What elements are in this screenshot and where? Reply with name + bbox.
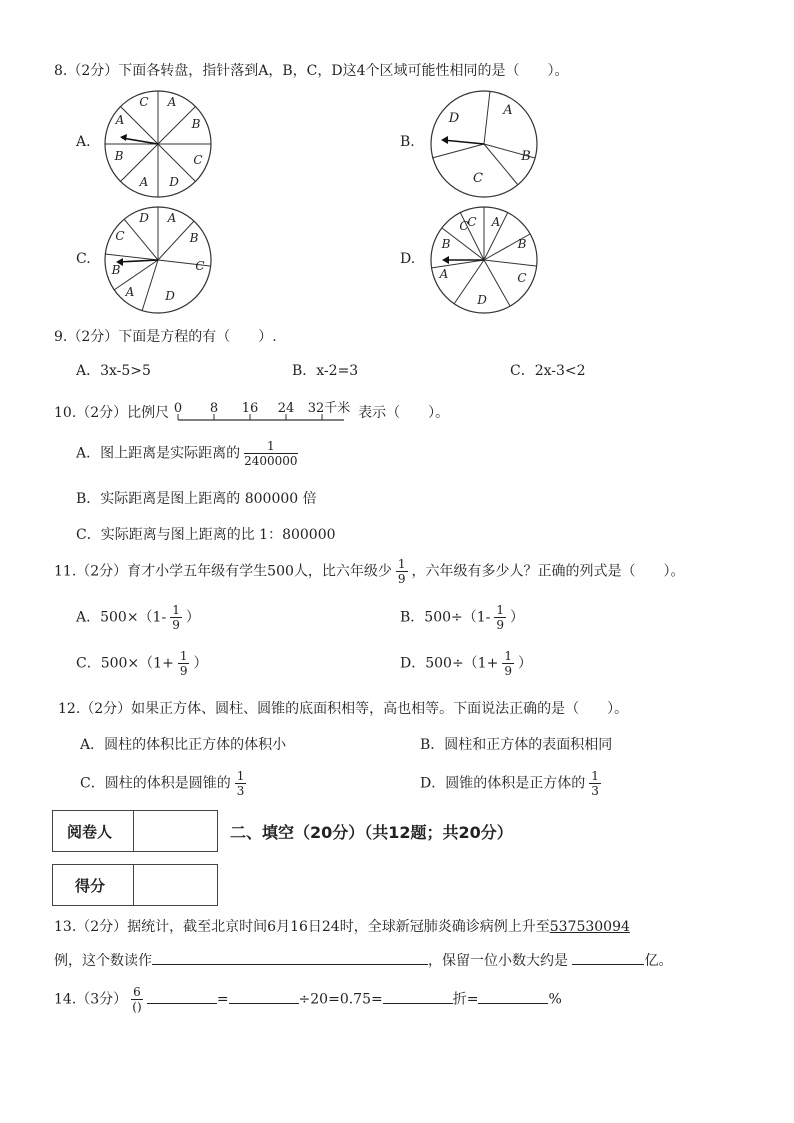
spinner-d-label: B — [441, 237, 451, 251]
grader-label: 阅卷人 — [67, 823, 113, 841]
q10-option-a-text: A．图上距离是实际距离的 — [76, 445, 241, 462]
q13-line2-mid: ，保留一位小数大约是 — [428, 953, 568, 969]
fraction — [494, 604, 506, 631]
q10-option-a[interactable] — [76, 440, 302, 467]
fraction-denominator: 9 — [397, 572, 406, 586]
scale-tick-label: 0 — [173, 401, 182, 416]
spinner-c-label: B — [111, 263, 121, 277]
q14-equals: = — [216, 991, 229, 1008]
q14-blank-4[interactable] — [478, 991, 548, 1004]
q13-approx-blank[interactable] — [572, 952, 644, 965]
spinner-a-label: B — [191, 117, 201, 131]
fraction — [131, 986, 143, 1013]
fraction-denominator: 9 — [504, 664, 512, 678]
fraction-numerator: 1 — [504, 649, 512, 663]
q11-option-b-text: B．500÷（1- — [400, 609, 491, 626]
score-box — [52, 864, 218, 906]
q11-stem — [54, 558, 685, 585]
spinner-d-label: D — [477, 293, 487, 307]
spinner-d-label: A — [439, 267, 449, 281]
q13-number: 537530094 — [549, 919, 630, 935]
q11-option-a-text: A．500×（1- — [76, 609, 167, 626]
spinner-c-label: D — [139, 211, 149, 225]
q11-option-b[interactable] — [400, 604, 524, 631]
spinner-a — [102, 88, 214, 200]
q11-option-d-text: D．500÷（1+ — [400, 655, 499, 672]
q8-option-a-label[interactable]: A. — [76, 134, 91, 150]
fraction-numerator: 1 — [591, 769, 599, 783]
pointer-c — [118, 260, 158, 262]
scale-tick-label: 8 — [209, 401, 218, 416]
q10-stem — [54, 400, 449, 426]
q11-option-d[interactable] — [400, 650, 532, 677]
q8-option-b-label[interactable]: B. — [400, 134, 415, 150]
fraction — [396, 558, 408, 585]
fraction-denominator[interactable]: () — [132, 1000, 142, 1014]
q11-stem-prefix: 11.（2分）育才小学五年级有学生500人，比六年级少 — [54, 563, 392, 580]
fraction — [178, 650, 190, 677]
spinner-c-label: B — [189, 231, 199, 245]
spinner-b-label: B — [521, 149, 531, 164]
fraction-numerator: 1 — [244, 440, 297, 454]
spinner-b-label: C — [473, 171, 483, 186]
spinner-a-label: D — [169, 175, 179, 189]
scale-tick-label: 24 — [277, 401, 294, 416]
paren-close: ） — [517, 655, 532, 672]
fraction-denominator: 3 — [591, 784, 599, 798]
fraction-numerator: 1 — [179, 649, 188, 663]
fraction-denominator: 9 — [179, 664, 188, 678]
q8-option-d-label[interactable]: D. — [400, 251, 416, 267]
q14-blank-1[interactable] — [147, 991, 217, 1004]
q10-option-b[interactable]: B．实际距离是图上距离的 800000 倍 — [76, 491, 317, 507]
paren-close: ） — [185, 609, 200, 626]
q11-option-c[interactable] — [76, 650, 207, 677]
q12-option-d-text: D．圆锥的体积是正方体的 — [420, 775, 586, 792]
spinner-a-label: A — [167, 95, 177, 109]
spinner-c-label: A — [167, 211, 177, 225]
q14-discount: 折= — [452, 991, 479, 1008]
scale-bar — [174, 400, 354, 426]
score-label: 得分 — [75, 877, 106, 895]
spinner-c-label: A — [125, 285, 135, 299]
q13-line2-suffix: 亿。 — [644, 953, 673, 969]
fraction — [235, 770, 247, 797]
spinner-b-label: A — [503, 103, 513, 118]
spinner-b-label: D — [448, 111, 460, 126]
q14-percent: % — [548, 991, 562, 1008]
q10-option-c[interactable]: C．实际距离与图上距离的比 1：800000 — [76, 527, 336, 543]
pointer-b — [443, 140, 484, 144]
q14-blank-3[interactable] — [383, 991, 453, 1004]
spinner-c-label: C — [115, 229, 125, 243]
fraction-numerator: 1 — [397, 557, 406, 571]
q13-line1 — [54, 916, 630, 936]
scale-tick-label: 32千米 — [307, 401, 350, 416]
q9-option-c[interactable]: C．2x-3<2 — [510, 363, 586, 379]
q13-line2 — [54, 950, 672, 970]
fraction-denominator: 9 — [496, 618, 505, 632]
paren-close: ） — [193, 655, 208, 672]
spinner-b — [428, 88, 540, 200]
q12-option-c-text: C．圆柱的体积是圆锥的 — [80, 775, 231, 792]
fraction — [589, 770, 601, 797]
q9-stem: 9.（2分）下面是方程的有（ ）. — [54, 329, 277, 345]
paren-close: ） — [510, 609, 525, 626]
grader-box — [52, 810, 218, 852]
fraction — [502, 650, 514, 677]
q11-stem-suffix: ，六年级有多少人？正确的列式是（ ）。 — [411, 563, 685, 580]
q8-stem: 8.（2分）下面各转盘，指针落到A，B，C，D这4个区域可能性相同的是（ ）。 — [54, 63, 569, 79]
spinner-a-label: A — [139, 175, 149, 189]
spinner-c-label: C — [195, 259, 205, 273]
fraction-numerator: 6 — [133, 985, 141, 999]
fraction-denominator: 2400000 — [244, 454, 298, 468]
q10-stem-suffix: 表示（ ）。 — [358, 405, 450, 421]
scale-tick-label: 16 — [241, 401, 258, 416]
q14-division: ÷20=0.75= — [298, 991, 383, 1008]
spinner-a-label: C — [139, 95, 149, 109]
spinner-d-label: C — [517, 271, 527, 285]
fraction-numerator: 1 — [496, 603, 505, 617]
q13-reading-blank[interactable] — [152, 952, 428, 965]
fraction-denominator: 9 — [172, 618, 180, 632]
spinner-d-label: B — [517, 237, 527, 251]
q8-option-c-label[interactable]: C. — [76, 251, 91, 267]
spinner-c — [102, 204, 214, 316]
fraction-numerator: 1 — [172, 603, 180, 617]
q11-option-a[interactable] — [76, 604, 200, 631]
q10-stem-prefix: 10.（2分）比例尺 — [54, 405, 170, 421]
grader-input[interactable] — [135, 813, 213, 847]
q12-option-a[interactable]: A．圆柱的体积比正方体的体积小 — [80, 737, 287, 753]
q12-option-b[interactable]: B．圆柱和正方体的表面积相同 — [420, 737, 613, 753]
q14-blank-2[interactable] — [229, 991, 299, 1004]
fraction — [244, 440, 297, 467]
q13-line2-prefix: 例，这个数读作 — [54, 953, 152, 969]
q9-option-a[interactable]: A．3x-5>5 — [76, 363, 151, 379]
q14-line — [54, 986, 562, 1013]
spinner-a-label: B — [114, 149, 124, 163]
section-title: 二、填空（20分）（共12题；共20分） — [230, 823, 513, 842]
spinner-c-label: D — [165, 289, 175, 303]
spinner-d-label: C — [459, 219, 469, 233]
q13-line1-text: 13.（2分）据统计，截至北京时间6月16日24时，全球新冠肺炎确诊病例上升至 — [54, 919, 550, 935]
spinner-a-label: C — [193, 153, 203, 167]
q12-option-d[interactable] — [420, 770, 605, 797]
fraction — [170, 604, 182, 631]
spinner-a-label: A — [115, 113, 125, 127]
fraction-denominator: 3 — [236, 784, 245, 798]
q9-option-b[interactable]: B．x-2=3 — [292, 363, 359, 379]
score-input[interactable] — [135, 867, 213, 901]
q11-option-c-text: C．500×（1+ — [76, 655, 174, 672]
q12-option-c[interactable] — [80, 770, 250, 797]
spinner-d — [428, 204, 540, 316]
q14-prefix: 14.（3分） — [54, 991, 128, 1008]
spinner-d-label: C — [467, 215, 477, 229]
q12-stem: 12.（2分）如果正方体、圆柱、圆锥的底面积相等，高也相等。下面说法正确的是（ ）。 — [58, 701, 629, 717]
fraction-numerator: 1 — [236, 769, 245, 783]
spinner-d-label: A — [491, 215, 501, 229]
